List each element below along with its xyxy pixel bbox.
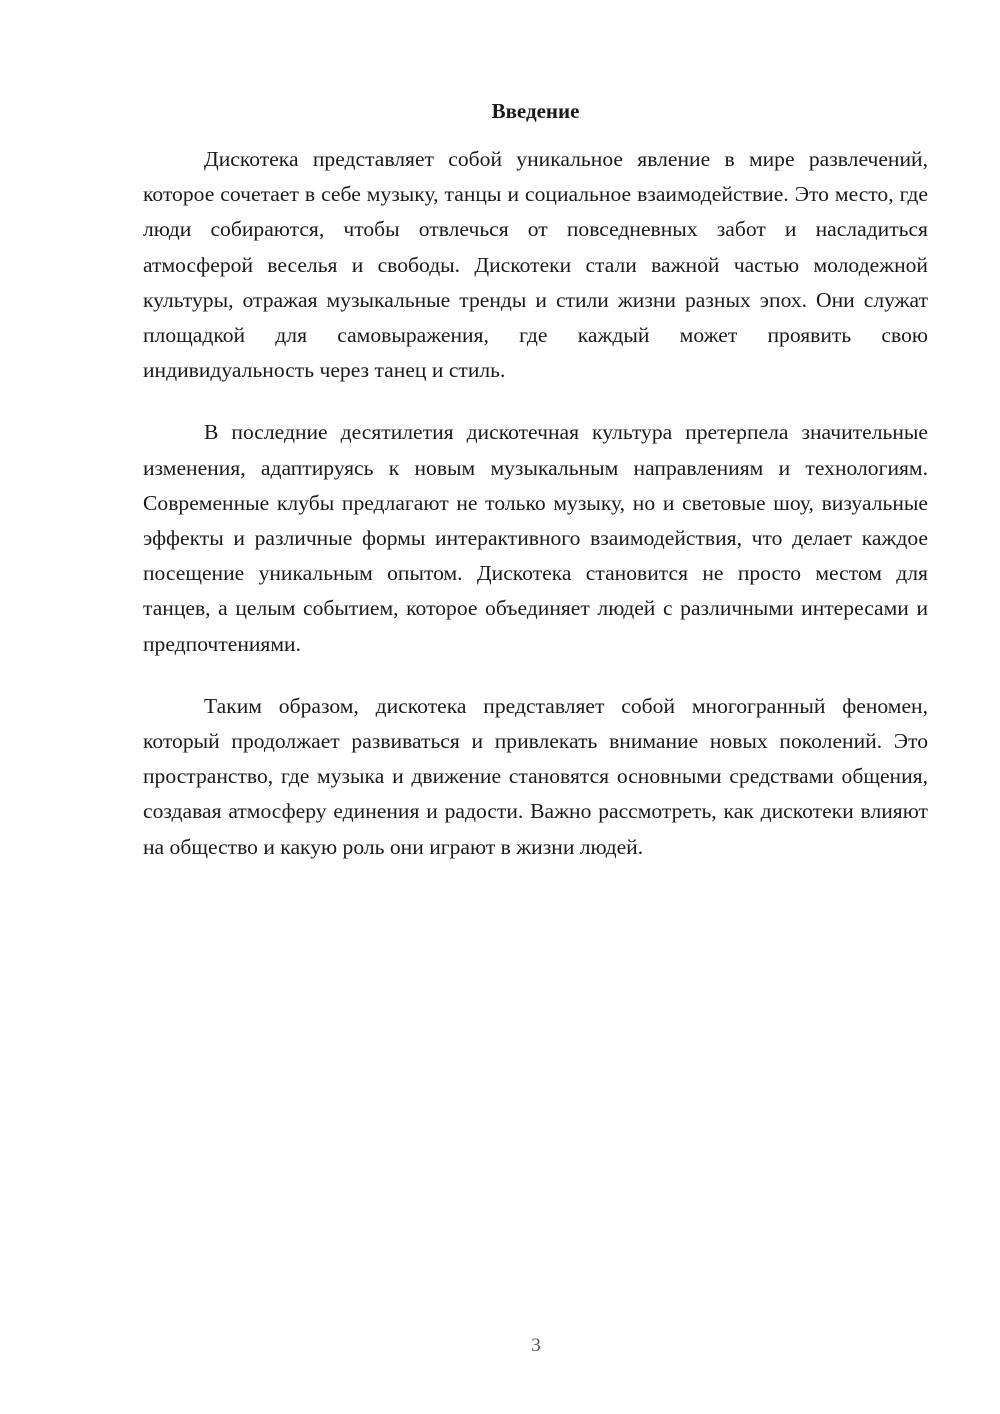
paragraph-1: Дискотека представляет собой уникальное явление в мире развлечений, которое сочетает в себе музыку, танцы и социальное взаимодействие. Это место, где люди собираются, чтобы отвлечься от повседневных забот и насладиться атмосферой веселья и свободы. Дискотеки стали важной частью молодежной культуры, отражая музыкальные тренды и стили жизни разных эпох. Они служат площадкой для самовыражения, где каждый может проявить свою индивидуальность через танец и стиль. bbox=[143, 147, 928, 383]
paragraph-3: Таким образом, дискотека представляет собой многогранный феномен, который продолжает развиваться и привлекать внимание новых поколений. Это пространство, где музыка и движение становятся основными средствами общения, создавая атмосферу единения и радости. Важно рассмотреть, как дискотеки влияют на общество и какую роль они играют в жизни людей. bbox=[143, 693, 928, 859]
body-text bbox=[143, 142, 928, 892]
section-title: Введение bbox=[491, 99, 580, 123]
page-number: 3 bbox=[531, 1335, 541, 1356]
paragraph-2: В последние десятилетия дискотечная культура претерпела значительные изменения, адаптируясь к новым музыкальным направлениям и технологиям. Современные клубы предлагают не только музыку, но и световые шоу, визуальные эффекты и различные формы интерактивного взаимодействия, что делает каждое посещение уникальным опытом. Дискотека становится не просто местом для танцев, а целым событием, которое объединяет людей с различными интересами и предпочтениями. bbox=[143, 420, 928, 656]
